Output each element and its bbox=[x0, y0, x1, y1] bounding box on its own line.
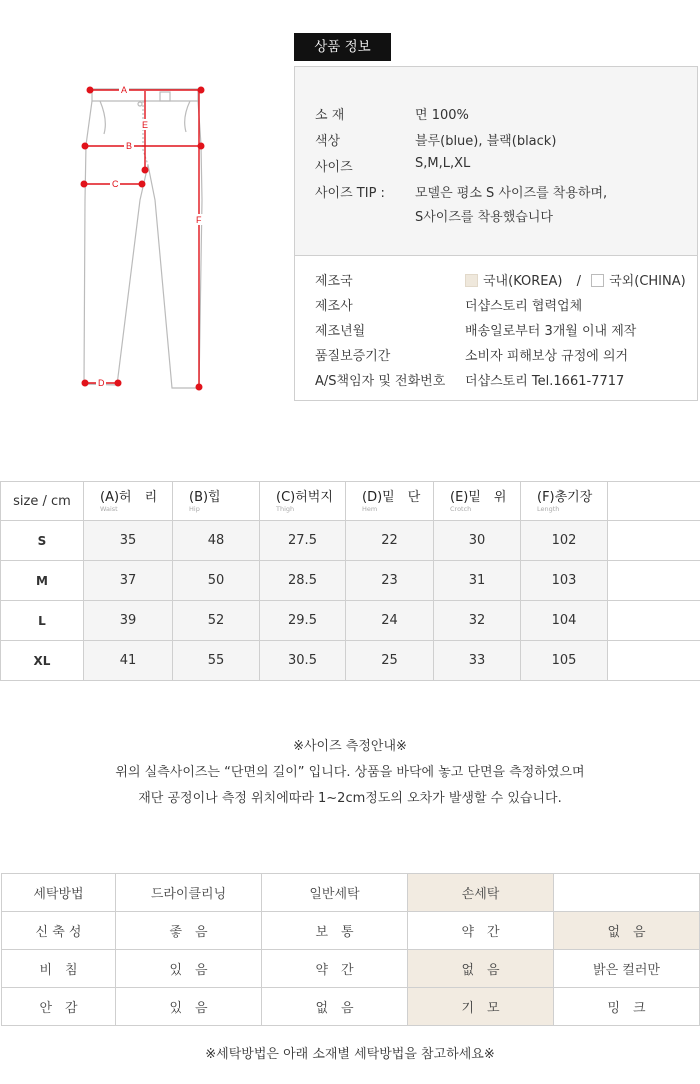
lining-mink: 밍 크 bbox=[554, 988, 700, 1026]
row-size: XL bbox=[1, 641, 84, 681]
notice-line2: 재단 공정이나 측정 위치에따라 1~2cm정도의 오차가 발생할 수 있습니다. bbox=[138, 791, 562, 806]
korea-option: 국내(KOREA) bbox=[483, 274, 563, 289]
date-label: 제조년월 bbox=[315, 324, 366, 339]
korea-checkbox bbox=[465, 274, 478, 287]
maker-value: 더샵스토리 협력업체 bbox=[465, 299, 583, 314]
size-tip-line1: 모델은 평소 S 사이즈를 착용하며, bbox=[415, 186, 608, 201]
lining-label: 안 감 bbox=[2, 988, 116, 1026]
date-value: 배송일로부터 3개월 이내 제작 bbox=[465, 324, 637, 339]
table-row bbox=[1, 601, 700, 641]
size-tip-line2: S사이즈를 착용했습니다 bbox=[415, 210, 553, 225]
label-f: F bbox=[196, 215, 202, 225]
notice-title: ※사이즈 측정안내※ bbox=[293, 739, 407, 754]
table-row bbox=[1, 561, 700, 601]
cell: 27.5 bbox=[260, 521, 346, 561]
size-label: 사이즈 bbox=[315, 160, 353, 175]
sheer-slight: 약 간 bbox=[262, 950, 408, 988]
stretch-label: 신 축 성 bbox=[2, 912, 116, 950]
table-row bbox=[2, 874, 700, 912]
table-row bbox=[2, 988, 700, 1026]
col-thigh: (C)허벅지 Thigh bbox=[260, 482, 346, 521]
cell: 41 bbox=[84, 641, 173, 681]
size-table bbox=[0, 481, 700, 681]
label-b: B bbox=[126, 141, 133, 151]
warranty-label: 품질보증기간 bbox=[315, 349, 391, 364]
table-row bbox=[2, 950, 700, 988]
country-options bbox=[465, 270, 686, 289]
stretch-normal: 보 통 bbox=[262, 912, 408, 950]
measure-lines bbox=[81, 87, 204, 390]
col-empty bbox=[608, 482, 700, 521]
cell: 103 bbox=[521, 561, 608, 601]
lining-none: 없 음 bbox=[262, 988, 408, 1026]
wash-hand: 손세탁 bbox=[408, 874, 554, 912]
warranty-value: 소비자 피해보상 규정에 의거 bbox=[465, 349, 629, 364]
cell: 31 bbox=[434, 561, 521, 601]
maker-label: 제조사 bbox=[315, 299, 353, 314]
product-info-title: 상품 정보 bbox=[294, 33, 391, 61]
size-corner: size / cm bbox=[1, 482, 84, 521]
col-length: (F)총기장 Length bbox=[521, 482, 608, 521]
pants-diagram bbox=[78, 80, 213, 395]
row-size: M bbox=[1, 561, 84, 601]
label-d: D bbox=[98, 378, 105, 388]
country-separator: / bbox=[576, 274, 581, 289]
cell: 22 bbox=[346, 521, 434, 561]
cell: 55 bbox=[173, 641, 260, 681]
lining-fleece: 기 모 bbox=[408, 988, 554, 1026]
wash-dry-clean: 드라이클리닝 bbox=[116, 874, 262, 912]
cell-empty bbox=[608, 561, 700, 601]
china-checkbox bbox=[591, 274, 604, 287]
cell: 37 bbox=[84, 561, 173, 601]
sheer-none: 없 음 bbox=[408, 950, 554, 988]
cell: 35 bbox=[84, 521, 173, 561]
as-value: 더샵스토리 Tel.1661-7717 bbox=[465, 374, 625, 389]
cell: 30.5 bbox=[260, 641, 346, 681]
wash-method-label: 세탁방법 bbox=[2, 874, 116, 912]
sheer-light-only: 밝은 컬러만 bbox=[554, 950, 700, 988]
cell: 24 bbox=[346, 601, 434, 641]
wash-empty bbox=[554, 874, 700, 912]
row-size: L bbox=[1, 601, 84, 641]
material-value: 면 100% bbox=[415, 108, 469, 123]
col-hip: (B)힙 Hip bbox=[173, 482, 260, 521]
footer-note: ※세탁방법은 아래 소재별 세탁방법을 참고하세요※ bbox=[205, 1047, 495, 1062]
size-table-header bbox=[1, 482, 700, 521]
sheer-label: 비 침 bbox=[2, 950, 116, 988]
color-value: 블루(blue), 블랙(black) bbox=[415, 134, 557, 149]
label-c: C bbox=[112, 179, 119, 189]
notice-line1: 위의 실측사이즈는 “단면의 길이” 입니다. 상품을 바닥에 놓고 단면을 측정하였으며 bbox=[115, 765, 585, 780]
as-label: A/S책임자 및 전화번호 bbox=[315, 374, 446, 389]
cell: 29.5 bbox=[260, 601, 346, 641]
cell-empty bbox=[608, 641, 700, 681]
sheer-yes: 있 음 bbox=[116, 950, 262, 988]
cell: 32 bbox=[434, 601, 521, 641]
size-value: S,M,L,XL bbox=[415, 156, 471, 171]
table-row bbox=[1, 641, 700, 681]
lining-yes: 있 음 bbox=[116, 988, 262, 1026]
table-row bbox=[2, 912, 700, 950]
cell: 48 bbox=[173, 521, 260, 561]
cell: 30 bbox=[434, 521, 521, 561]
col-hem: (D)밑 단 Hem bbox=[346, 482, 434, 521]
wash-normal: 일반세탁 bbox=[262, 874, 408, 912]
stretch-slight: 약 간 bbox=[408, 912, 554, 950]
country-label: 제조국 bbox=[315, 274, 353, 289]
label-e: E bbox=[142, 120, 149, 130]
col-waist: (A)허 리 Waist bbox=[84, 482, 173, 521]
product-info-spec-box bbox=[294, 66, 698, 256]
cell: 52 bbox=[173, 601, 260, 641]
cell: 50 bbox=[173, 561, 260, 601]
cell-empty bbox=[608, 521, 700, 561]
label-a: A bbox=[121, 85, 128, 95]
color-label: 색상 bbox=[315, 134, 341, 149]
cell: 33 bbox=[434, 641, 521, 681]
cell: 105 bbox=[521, 641, 608, 681]
table-row bbox=[1, 521, 700, 561]
stretch-good: 좋 음 bbox=[116, 912, 262, 950]
material-label: 소 재 bbox=[315, 108, 345, 123]
china-option: 국외(CHINA) bbox=[609, 274, 686, 289]
cell: 102 bbox=[521, 521, 608, 561]
cell-empty bbox=[608, 601, 700, 641]
cell: 39 bbox=[84, 601, 173, 641]
cell: 23 bbox=[346, 561, 434, 601]
wash-table bbox=[1, 873, 700, 1026]
stretch-none: 없 음 bbox=[554, 912, 700, 950]
cell: 104 bbox=[521, 601, 608, 641]
cell: 25 bbox=[346, 641, 434, 681]
col-crotch: (E)밑 위 Crotch bbox=[434, 482, 521, 521]
row-size: S bbox=[1, 521, 84, 561]
cell: 28.5 bbox=[260, 561, 346, 601]
size-tip-label: 사이즈 TIP : bbox=[315, 186, 385, 201]
